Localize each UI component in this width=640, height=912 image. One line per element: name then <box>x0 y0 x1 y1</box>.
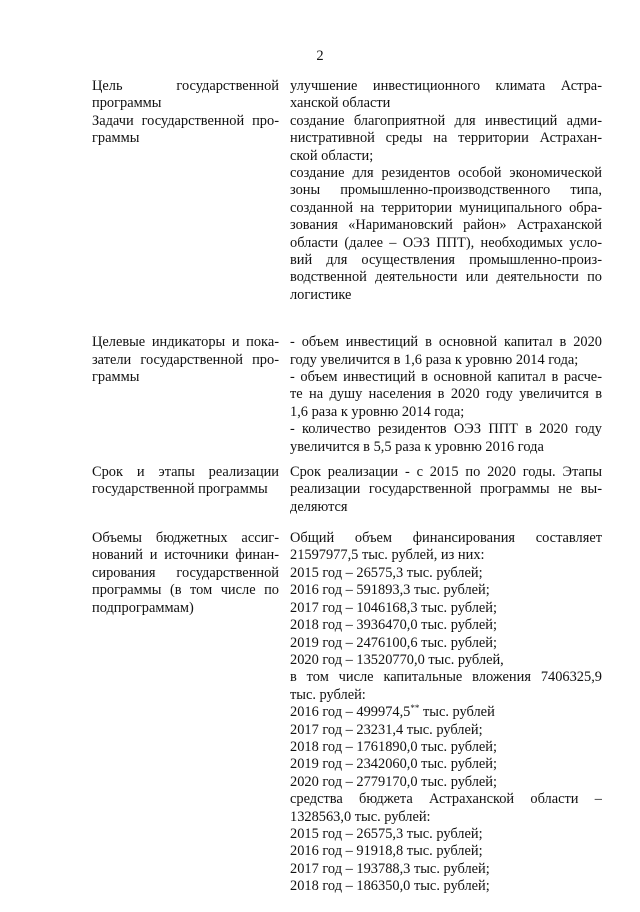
passport-table <box>0 78 640 912</box>
row-funding-value <box>290 530 602 895</box>
row-indicators <box>0 334 640 456</box>
page-number: 2 <box>316 48 324 64</box>
value-line: логистике <box>290 286 352 303</box>
value-line: тыс. рублей: <box>290 686 366 703</box>
value-line: 2017 год – 23231,4 тыс. рублей; <box>290 721 483 738</box>
row-funding <box>0 530 640 895</box>
value-line: 21597977,5 тыс. рублей, из них: <box>290 547 485 564</box>
value-line: 2016 год – 91918,8 тыс. рублей; <box>290 843 483 860</box>
label-line: Целевые индикаторы и пока- <box>92 334 279 351</box>
row-goal <box>0 78 640 113</box>
label-line: нований и источники финан- <box>92 547 279 564</box>
value-line: - количество резидентов ОЭЗ ППТ в 2020 году <box>290 421 602 438</box>
value-line: создание для резидентов особой экономической <box>290 164 602 181</box>
value-line: 2017 год – 1046168,3 тыс. рублей; <box>290 599 497 616</box>
value-line: 1328563,0 тыс. рублей: <box>290 808 431 825</box>
value-line: Срок реализации - с 2015 по 2020 годы. Этапы <box>290 463 602 480</box>
row-goal-label <box>92 78 279 113</box>
label-line: Цель государственной <box>92 78 279 94</box>
value-line: деляются <box>290 498 348 515</box>
value-line: 2015 год – 26575,3 тыс. рублей; <box>290 564 483 581</box>
label-line: Срок и этапы реализации <box>92 463 279 480</box>
value-line: средства бюджета Астраханской области – <box>290 791 602 808</box>
value-line: области (далее – ОЭЗ ППТ), необходимых усло- <box>290 234 602 251</box>
value-line: - объем инвестиций в основной капитал в расче- <box>290 368 602 385</box>
value-line: 2018 год – 3936470,0 тыс. рублей; <box>290 617 497 634</box>
label-line: программы (в том числе по <box>92 582 279 599</box>
value-line: улучшение инвестиционного климата Астра- <box>290 78 602 94</box>
value-line: создание благоприятной для инвестиций адми- <box>290 112 602 129</box>
value-line: 2018 год – 186350,0 тыс. рублей; <box>290 878 490 895</box>
label-line: подпрограммам) <box>92 599 194 616</box>
value-text: 2016 год – 499974,5 <box>290 704 411 721</box>
row-tasks-value <box>290 113 602 304</box>
label-line: государственной программы <box>92 481 268 498</box>
value-line: 2015 год – 26575,3 тыс. рублей; <box>290 825 483 842</box>
value-line: 2016 год – 591893,3 тыс. рублей; <box>290 582 490 599</box>
value-line: нистративной среды на территории Астрахан- <box>290 130 602 147</box>
value-line: созданной на территории муниципального обра- <box>290 199 602 216</box>
value-text: тыс. рублей <box>419 704 495 721</box>
row-indicators-value <box>290 334 602 456</box>
row-funding-label <box>92 530 279 617</box>
row-indicators-label <box>92 334 279 386</box>
row-tasks <box>0 113 640 304</box>
row-timeline-value <box>290 464 602 516</box>
value-line: вий для осуществления промышленно-произ- <box>290 251 602 268</box>
value-line: в том числе капитальные вложения 7406325,9 <box>290 669 602 686</box>
row-goal-value <box>290 78 602 113</box>
value-line: зоны промышленно-производственного типа, <box>290 182 602 199</box>
row-tasks-label <box>92 113 279 148</box>
value-line: ханской области <box>290 95 391 112</box>
row-timeline-label <box>92 464 279 499</box>
value-line: зования «Наримановский район» Астраханской <box>290 217 602 234</box>
value-line: увеличится в 5,5 раза к уровню 2016 года <box>290 438 544 455</box>
footnote-mark: ** <box>410 704 420 714</box>
label-line: граммы <box>92 130 140 147</box>
value-line: 1,6 раза к уровню 2014 года; <box>290 403 465 420</box>
row-timeline <box>0 464 640 516</box>
label-line: Объемы бюджетных ассиг- <box>92 530 279 547</box>
value-line: 2018 год – 1761890,0 тыс. рублей; <box>290 738 497 755</box>
label-line: затели государственной про- <box>92 351 279 368</box>
value-line: - объем инвестиций в основной капитал в 2020 <box>290 334 602 351</box>
value-line: 2019 год – 2342060,0 тыс. рублей; <box>290 756 497 773</box>
value-line: 2017 год – 193788,3 тыс. рублей; <box>290 860 490 877</box>
label-line: сирования государственной <box>92 564 279 581</box>
label-line: Задачи государственной про- <box>92 112 279 129</box>
value-line: ской области; <box>290 147 374 164</box>
value-line: те на душу населения в 2020 году увеличится в <box>290 386 602 403</box>
value-line: 2020 год – 13520770,0 тыс. рублей, <box>290 651 504 668</box>
value-line-footnoted <box>290 704 602 721</box>
value-line: Общий объем финансирования составляет <box>290 530 602 547</box>
value-line: году увеличится в 1,6 раза к уровню 2014 года; <box>290 351 579 368</box>
value-line: 2020 год – 2779170,0 тыс. рублей; <box>290 773 497 790</box>
label-line: граммы <box>92 368 140 385</box>
label-line: программы <box>92 95 162 112</box>
value-line: реализации государственной программы не вы- <box>290 481 602 498</box>
value-line: водственной деятельности или деятельности по <box>290 269 602 286</box>
value-line: 2019 год – 2476100,6 тыс. рублей; <box>290 634 497 651</box>
